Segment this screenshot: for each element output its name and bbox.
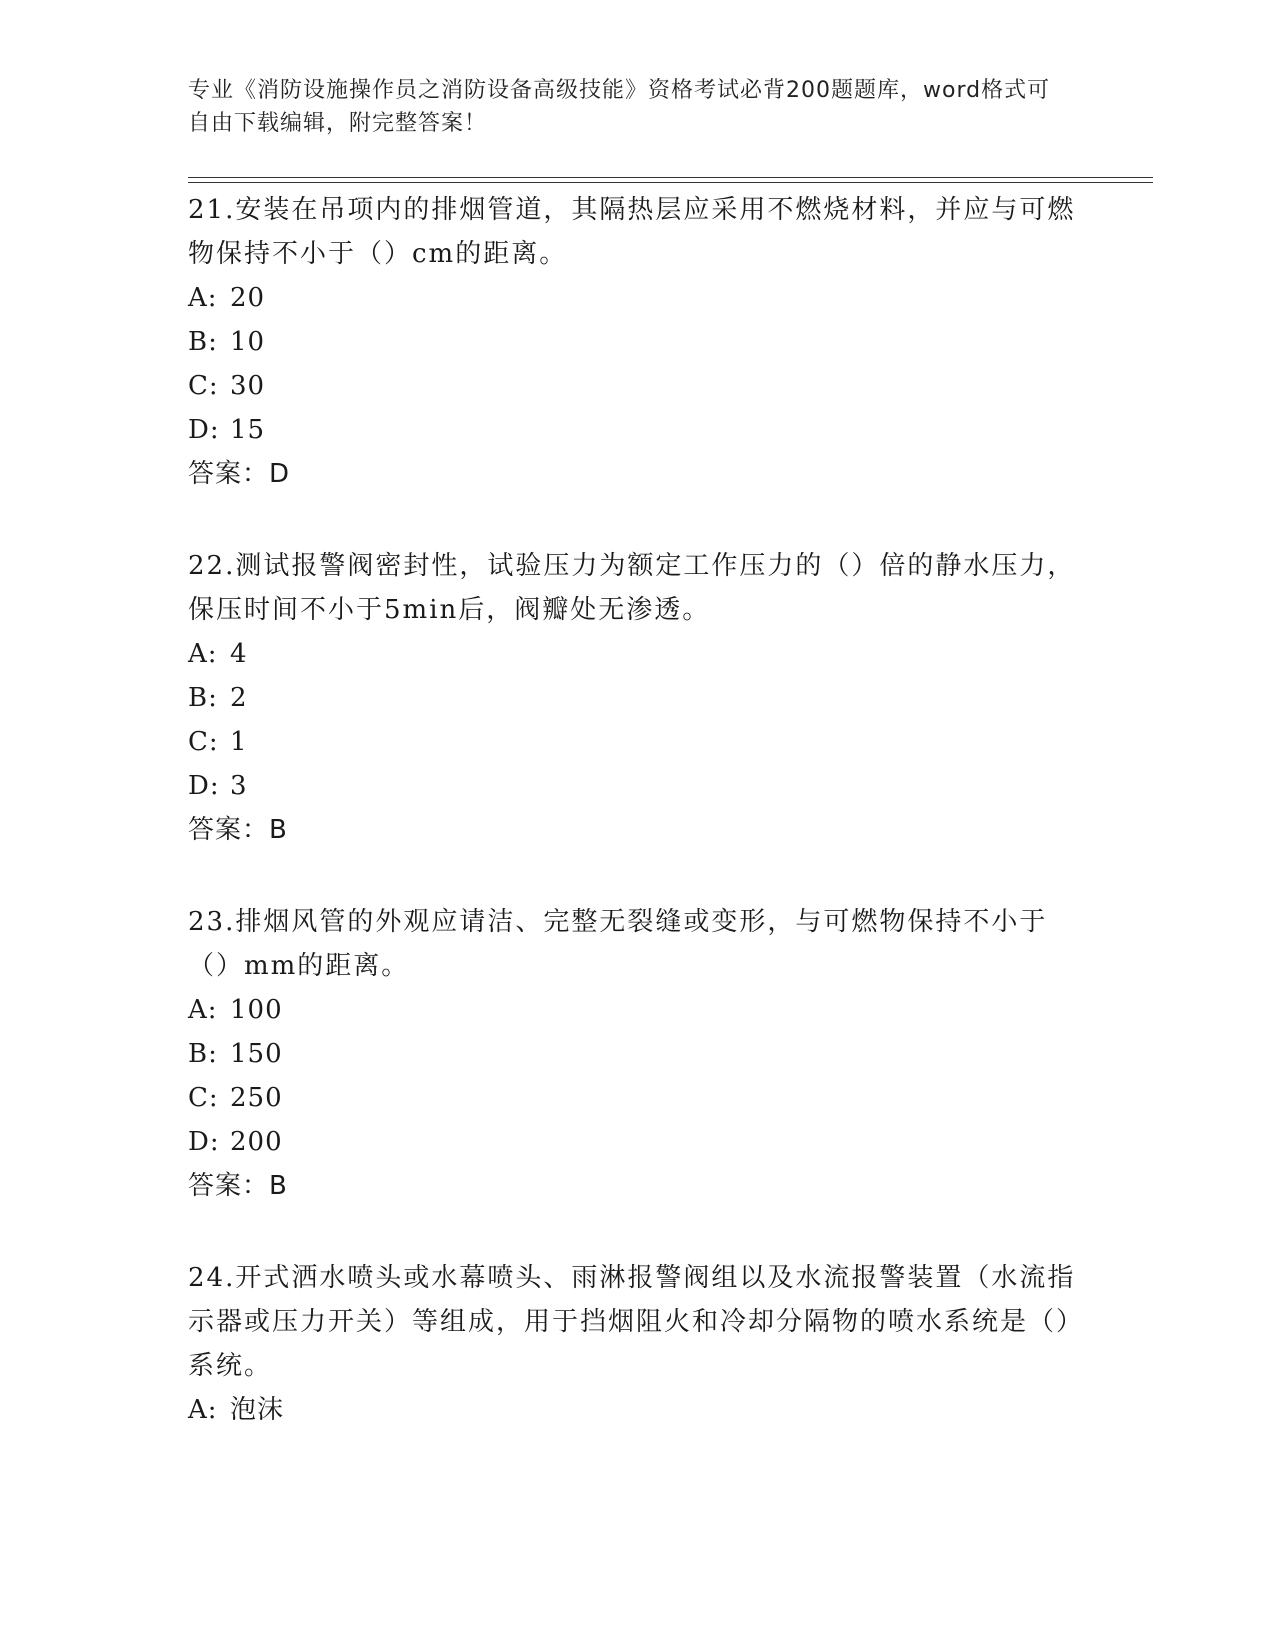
question-text: 21.安装在吊项内的排烟管道，其隔热层应采用不燃烧材料，并应与可燃物保持不小于（）cm的距离。: [188, 195, 1076, 269]
question-text: 23.排烟风管的外观应请洁、完整无裂缝或变形，与可燃物保持不小于（）mm的距离。: [188, 907, 1048, 981]
option-d: [188, 1120, 1088, 1164]
option-value: 2: [230, 683, 248, 713]
option-label: C:: [188, 1083, 219, 1113]
option-a: [188, 632, 1088, 676]
question-text: 22.测试报警阀密封性，试验压力为额定工作压力的（）倍的静水压力，保压时间不小于5min后，阀瓣处无渗透。: [188, 551, 1076, 625]
option-label: B:: [188, 683, 218, 713]
option-value: 15: [230, 415, 266, 445]
option-value: 200: [230, 1127, 283, 1157]
option-c: [188, 1076, 1088, 1120]
answer-text: 答案：B: [188, 815, 288, 845]
option-label: D:: [188, 771, 220, 801]
option-label: C:: [188, 727, 219, 757]
option-label: A:: [188, 639, 218, 669]
option-value: 100: [230, 995, 283, 1025]
option-b: [188, 676, 1088, 720]
option-value: 10: [230, 327, 266, 357]
option-value: 1: [230, 727, 248, 757]
option-label: D:: [188, 415, 220, 445]
answer-text: 答案：B: [188, 1171, 288, 1201]
option-d: [188, 408, 1088, 452]
question-22: [188, 544, 1088, 852]
option-label: B:: [188, 327, 218, 357]
option-label: A:: [188, 1395, 218, 1425]
option-value: 150: [230, 1039, 283, 1069]
option-value: 20: [230, 283, 266, 313]
header-text: 专业《消防设施操作员之消防设备高级技能》资格考试必背200题题库，word格式可自由下载编辑，附完整答案！: [188, 78, 1051, 136]
question-text: 24.开式洒水喷头或水幕喷头、雨淋报警阀组以及水流报警装置（水流指示器或压力开关）等组成，用于挡烟阻火和冷却分隔物的喷水系统是（）系统。: [188, 1263, 1085, 1381]
option-a: [188, 988, 1088, 1032]
option-d: [188, 764, 1088, 808]
question-23: [188, 900, 1088, 1208]
option-label: A:: [188, 995, 218, 1025]
option-value: 4: [230, 639, 248, 669]
option-label: A:: [188, 283, 218, 313]
question-24: [188, 1256, 1088, 1432]
question-21: [188, 188, 1088, 496]
answer-text: 答案：D: [188, 459, 291, 489]
header-divider-bottom: [188, 182, 1153, 183]
option-b: [188, 320, 1088, 364]
document-header: [188, 74, 1068, 140]
option-c: [188, 720, 1088, 764]
option-value: 泡沫: [230, 1395, 285, 1425]
option-label: B:: [188, 1039, 218, 1069]
option-value: 30: [230, 371, 266, 401]
option-a: [188, 276, 1088, 320]
option-value: 3: [230, 771, 248, 801]
header-divider-top: [188, 177, 1153, 178]
option-a: [188, 1388, 1088, 1432]
option-b: [188, 1032, 1088, 1076]
option-label: C:: [188, 371, 219, 401]
option-c: [188, 364, 1088, 408]
question-list: [188, 188, 1088, 1480]
option-value: 250: [230, 1083, 283, 1113]
option-label: D:: [188, 1127, 220, 1157]
